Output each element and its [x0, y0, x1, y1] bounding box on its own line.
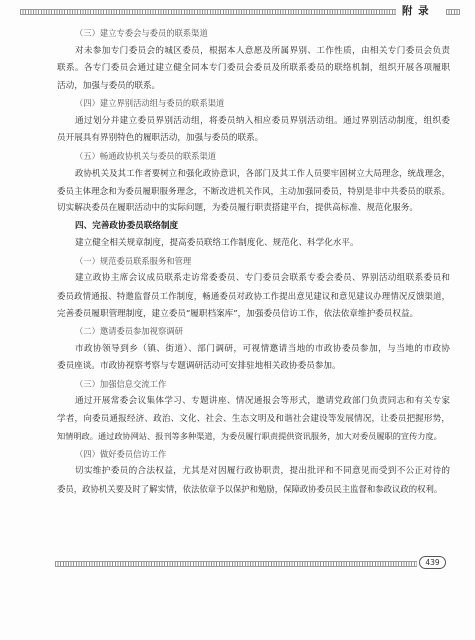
section-subheading: （三）加强信息交流工作: [75, 378, 167, 389]
paragraph-line: 知情明政。通过政协网站、报刊等多种渠道，为委员履行职责提供资讯服务，加大对委员履职的宣传力度。: [57, 431, 442, 442]
paragraph-line: 联系。各专门委员会通过建立健全同本专门委员会委员及所联系委员的联络机制，组织开展各项履职: [57, 63, 450, 74]
paragraph-line: 建立政协主席会议成员联系走访常委委员、专门委员会联系专委会委员、界别活动组联系委员和: [75, 273, 450, 284]
section-subheading: （一）规范委员联系服务和管理: [75, 255, 192, 266]
paragraph-line: 委员，政协机关要及时了解实情，依法依章予以保护和勉励，保障政协委员民主监督和参政议政的权利。: [57, 483, 443, 494]
paragraph-line: 学者，向委员通报经济、政治、文化、社会、生态文明及和谐社会建设等发展情况，让委员把握形势，: [57, 413, 450, 424]
section-heading: 四、完善政协委员联络制度: [75, 220, 179, 231]
body-paragraph: [57, 235, 450, 253]
header-rule-right: [446, 9, 460, 15]
body-paragraph: [57, 393, 450, 446]
paragraph-line: 切实维护委员的合法权益，尤其是对因履行政协职责，提出批评和不同意见而受到不公正对待的: [75, 466, 450, 477]
body-paragraph: [57, 43, 450, 96]
page-number-badge: 439: [419, 556, 446, 569]
paragraph-line: 委员政情通报、特邀监督员工作制度，畅通委员对政协工作提出意见建议和意见建议办理情况反馈渠道，: [57, 290, 450, 301]
paragraph-line: 活动，加强与委员的联系。: [57, 80, 161, 91]
paragraph-line: 切实解决委员在履职活动中的实际问题，为委员履行职责搭建平台，提供高标准、规范化服务。: [57, 203, 418, 214]
footer-rule: [55, 561, 417, 567]
section-subheading: （四）建立界别活动组与委员的联系渠道: [75, 98, 225, 109]
paragraph-line: 完善委员履职管理制度，建立委员“履职档案库”，加强委员信访工作，依法依章维护委员权益。: [57, 308, 419, 319]
paragraph-line: 委员主体理念和为委员履职服务理念，不断改进机关作风，主动加强同委员，特别是非中共委员的联系。: [57, 185, 450, 196]
paragraph-line: 通过划分并建立委员界别活动组，将委员纳入相应委员界别活动组。通过界别活动制度，组织委: [75, 115, 450, 126]
header-rule-left: [20, 9, 396, 15]
page-body: [57, 25, 450, 498]
body-paragraph: [57, 270, 450, 323]
section-subheading: （五）畅通政协机关与委员的联系渠道: [75, 150, 217, 161]
running-header-title: 附 录: [402, 5, 430, 17]
body-paragraph: [57, 341, 450, 376]
section-subheading: （四）做好委员信访工作: [75, 448, 167, 459]
body-paragraph: [57, 463, 450, 498]
body-paragraph: [57, 165, 450, 218]
paragraph-line: 通过开展常委会议集体学习、专题讲座、情况通报会等形式，邀请党政部门负责同志和有关专家: [75, 396, 450, 407]
paragraph-line: 对未参加专门委员会的城区委员，根据本人意愿及所属界别、工作性质，由相关专门委员会负责: [75, 45, 450, 56]
section-subheading: （三）建立专委会与委员的联系渠道: [75, 28, 208, 38]
paragraph-line: 员开展具有界别特色的履职活动，加强与委员的联系。: [57, 133, 264, 144]
paragraph-line: 建立健全相关规章制度，提高委员联络工作制度化、规范化、科学化水平。: [75, 238, 359, 249]
paragraph-line: 市政协领导到乡（镇、街道）、部门调研，可视情邀请当地的市政协委员参加，与当地的市政协: [75, 343, 450, 354]
body-paragraph: [57, 113, 450, 148]
section-subheading: （二）邀请委员参加视察调研: [75, 326, 183, 337]
paragraph-line: 政协机关及其工作者要树立和强化政协意识，各部门及其工作人员要牢固树立大局理念，统战理念，: [75, 168, 450, 179]
paragraph-line: 委员座谈。市政协视察考察与专题调研活动可安排驻地相关政协委员参加。: [57, 361, 341, 372]
